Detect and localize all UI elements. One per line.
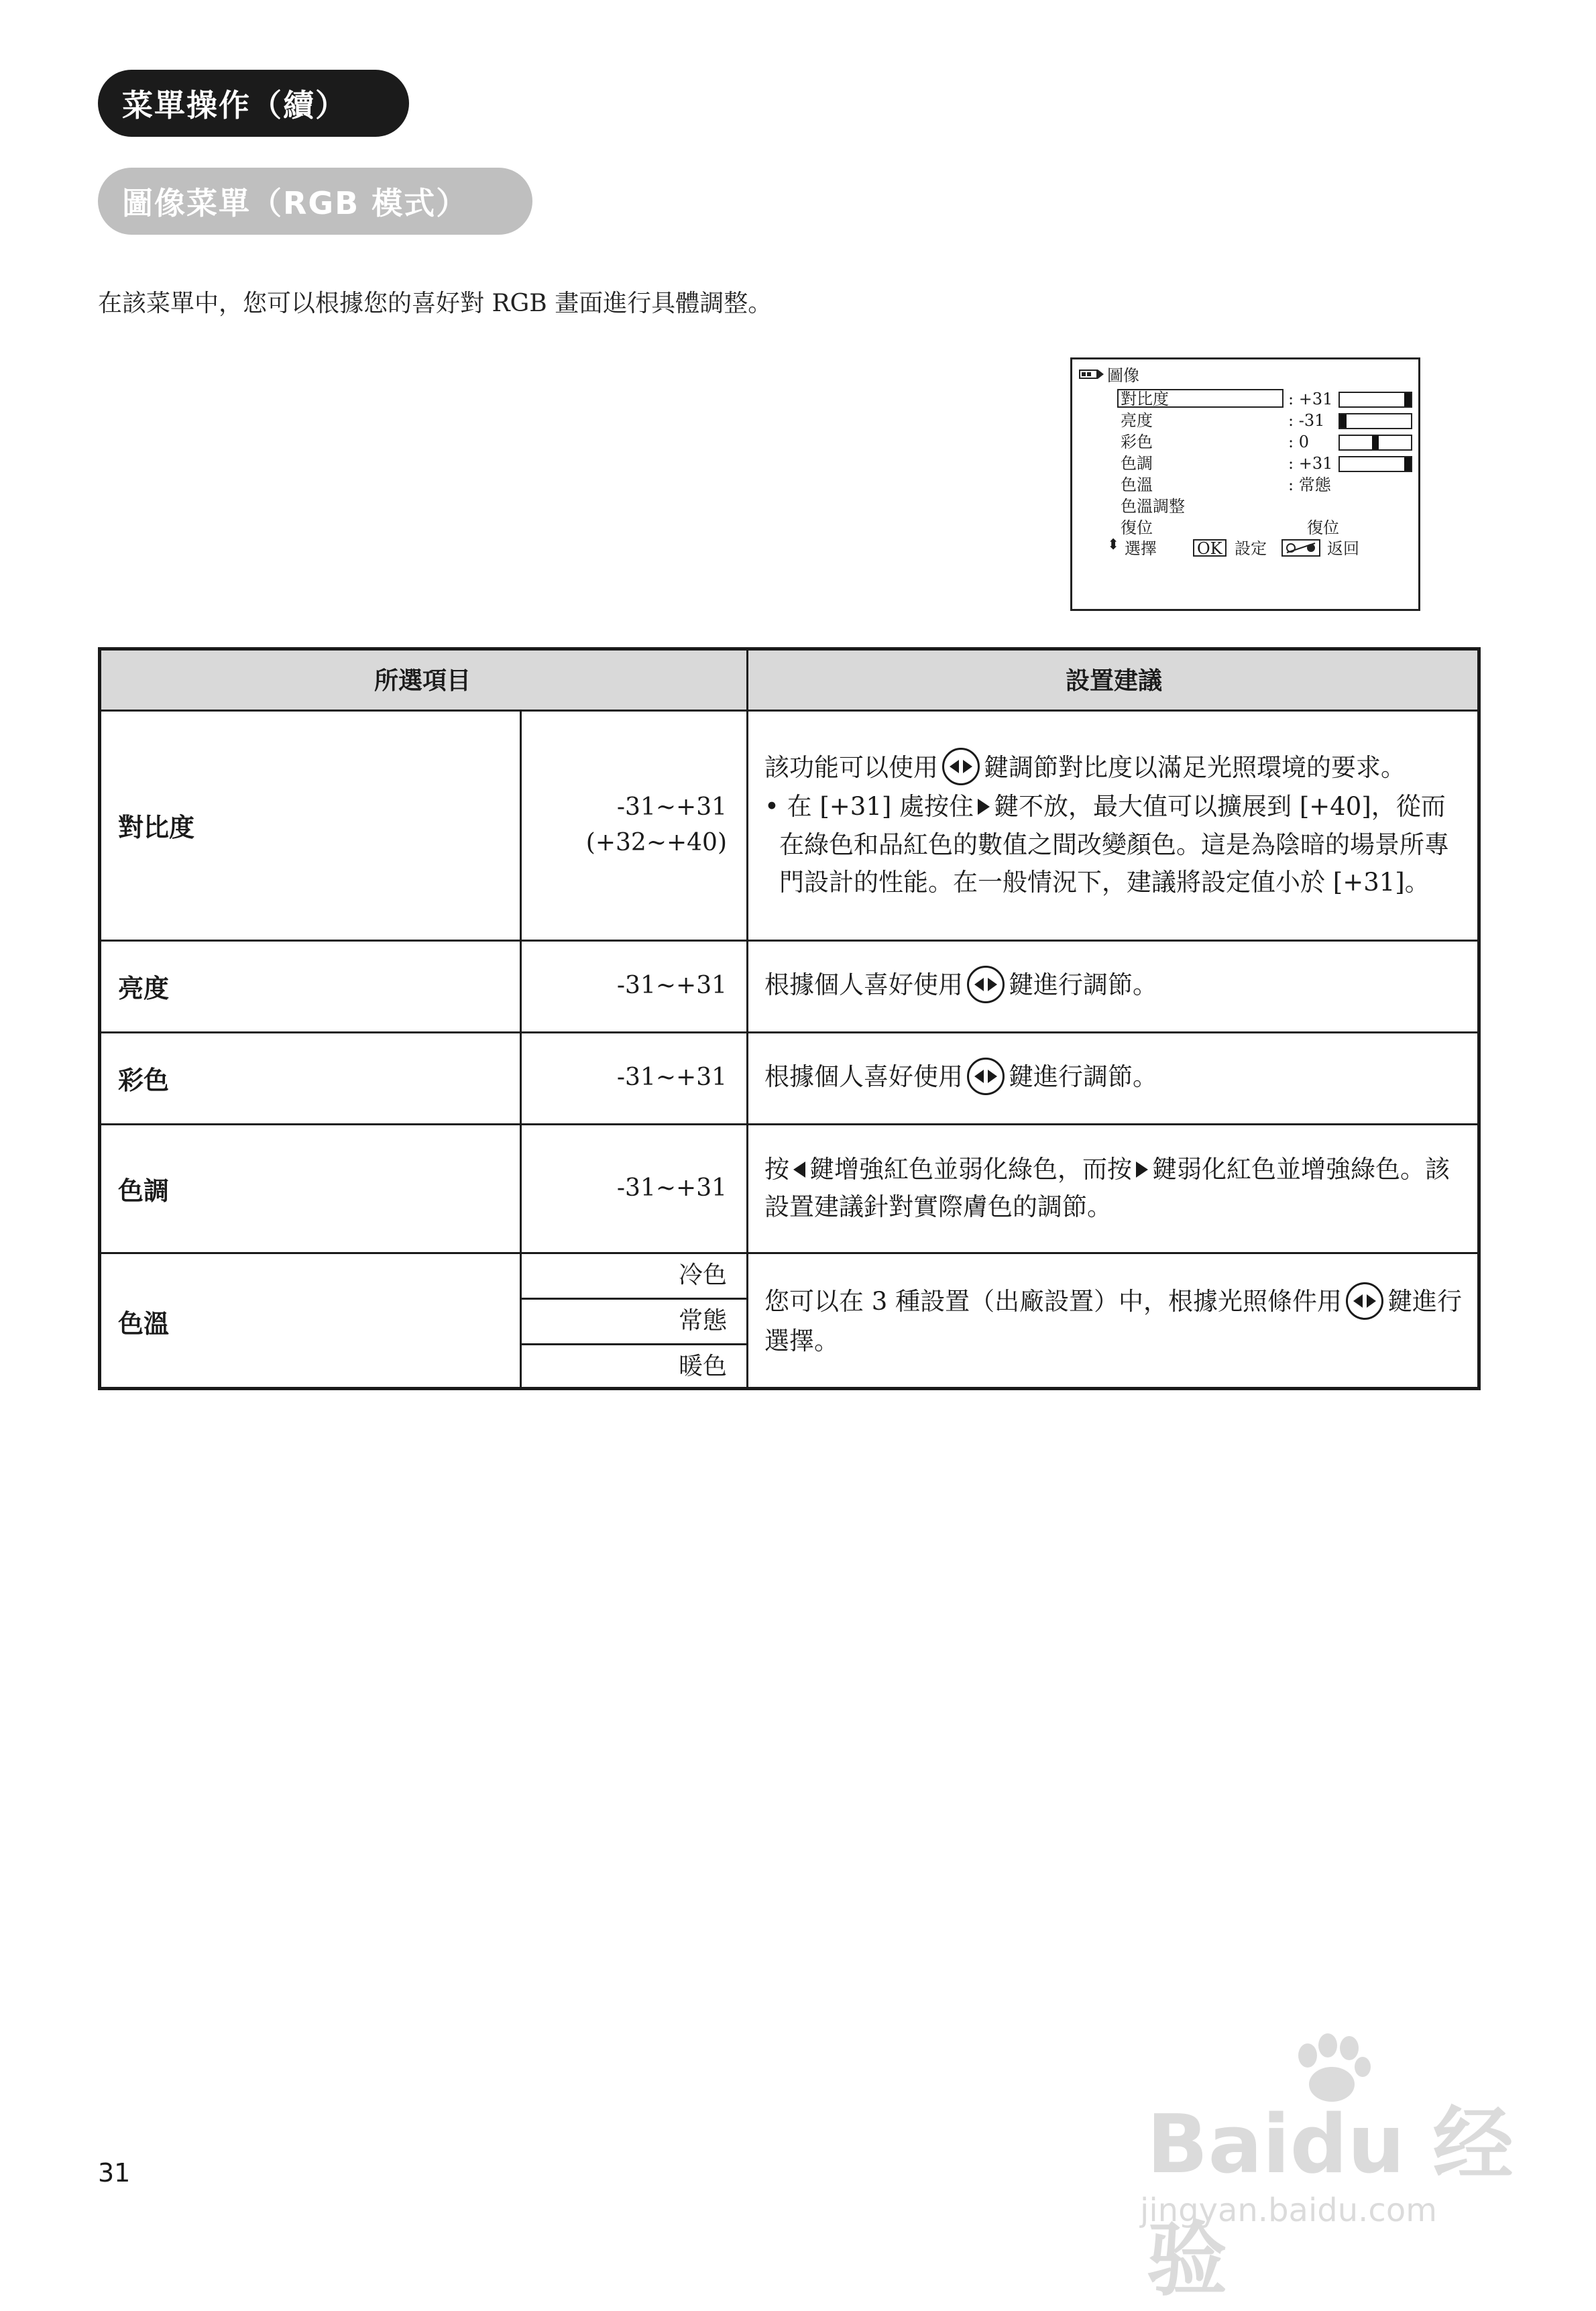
osd-set-label: 設定 — [1235, 539, 1267, 558]
ok-key-icon: OK — [1193, 539, 1227, 557]
desc-line: 根據個人喜好使用 鍵進行調節。 — [764, 1058, 1463, 1098]
osd-row-label: 色溫 — [1121, 475, 1153, 494]
osd-row-color-temp-adjust — [1072, 498, 1418, 518]
row-name-brightness: 亮度 — [118, 974, 170, 1003]
section-subtitle-text: 圖像菜單（RGB 模式） — [122, 185, 469, 221]
left-right-key-icon — [942, 748, 980, 785]
row-name-tint: 色調 — [118, 1176, 170, 1206]
table-divider — [98, 940, 1481, 942]
table-divider — [746, 647, 748, 1390]
row-name-contrast: 對比度 — [118, 813, 195, 842]
osd-row-label: 對比度 — [1121, 390, 1169, 408]
table-header-item: 所選項目 — [98, 647, 747, 710]
table-divider — [98, 1031, 1481, 1033]
osd-row-label: 色調 — [1121, 454, 1153, 473]
osd-back-label: 返回 — [1327, 539, 1359, 558]
osd-row-reset — [1072, 520, 1418, 540]
left-right-key-icon — [967, 1058, 1005, 1095]
table-border-top — [98, 647, 1481, 651]
range-value: -31~+31 — [616, 1064, 727, 1092]
osd-select-label: 選擇 — [1125, 539, 1157, 558]
row-range-color — [520, 1032, 747, 1124]
table-divider — [98, 1123, 1481, 1125]
osd-footer — [1072, 539, 1418, 559]
baidu-watermark — [1133, 2032, 1522, 2307]
row-range-brightness — [520, 940, 747, 1032]
color-temp-option-normal: 常態 — [678, 1306, 727, 1335]
table-border-right — [1477, 647, 1481, 1390]
table-divider — [520, 1298, 747, 1300]
table-divider — [98, 1252, 1481, 1254]
picture-menu-icon — [1079, 368, 1104, 380]
up-down-arrow-icon: ⬍ — [1107, 537, 1120, 553]
right-arrow-key-icon — [978, 799, 990, 815]
row-desc-brightness — [747, 940, 1481, 1032]
section-title-text: 菜單操作（續） — [122, 87, 347, 123]
left-right-key-icon — [1346, 1282, 1383, 1320]
row-range-tint — [520, 1124, 747, 1253]
desc-line: 您可以在 3 種設置（出廠設置）中，根據光照條件用 鍵進行選擇。 — [764, 1283, 1463, 1360]
osd-menu-illustration — [1070, 357, 1420, 611]
range-value: -31~+31 — [616, 1174, 727, 1202]
osd-row-contrast — [1072, 391, 1418, 411]
row-name-color-temp: 色溫 — [118, 1309, 170, 1339]
watermark-brand: Baidu 经验 — [1147, 2098, 1514, 2307]
osd-level-bar — [1338, 435, 1412, 451]
osd-row-brightness — [1072, 412, 1418, 433]
section-subtitle — [98, 168, 532, 235]
osd-row-label: 彩色 — [1121, 433, 1153, 451]
table-divider — [520, 1343, 747, 1345]
table-divider — [520, 710, 522, 1390]
desc-line: 根據個人喜好使用 鍵進行調節。 — [764, 966, 1463, 1006]
section-title — [98, 70, 409, 137]
range-value: -31~+31 — [616, 793, 727, 822]
left-right-key-icon — [967, 966, 1005, 1003]
osd-row-value: : +31 — [1288, 454, 1333, 473]
row-desc-color — [747, 1032, 1481, 1124]
osd-title: 圖像 — [1107, 366, 1139, 385]
row-desc-tint — [747, 1124, 1481, 1253]
range-value: -31~+31 — [616, 972, 727, 1000]
left-arrow-key-icon — [793, 1162, 805, 1178]
table-header-advice: 設置建議 — [747, 647, 1481, 710]
osd-row-color — [1072, 434, 1418, 454]
osd-row-value: : +31 — [1288, 390, 1333, 408]
osd-row-label: 色溫調整 — [1121, 497, 1185, 516]
watermark-url: jingyan.baidu.com — [1140, 2192, 1437, 2229]
desc-line: 按 鍵增強紅色並弱化綠色，而按 鍵弱化紅色並增強綠色。該設置建議針對實際膚色的調節。 — [764, 1154, 1450, 1221]
intro-text: 在該菜單中，您可以根據您的喜好對 RGB 畫面進行具體調整。 — [98, 290, 773, 317]
page-number: 31 — [98, 2158, 131, 2188]
table-divider — [98, 710, 1481, 712]
color-temp-option-cool: 冷色 — [678, 1261, 727, 1289]
right-arrow-key-icon — [1136, 1162, 1148, 1178]
table-border-bottom — [98, 1387, 1481, 1390]
row-range-contrast — [520, 710, 747, 940]
osd-level-bar — [1338, 456, 1412, 472]
row-desc-color-temp — [747, 1253, 1481, 1390]
osd-row-label: 亮度 — [1121, 411, 1153, 430]
osd-row-color-temp — [1072, 477, 1418, 497]
return-key-icon — [1281, 539, 1320, 557]
row-desc-contrast — [747, 710, 1481, 940]
osd-level-bar — [1338, 413, 1412, 429]
color-temp-option-warm: 暖色 — [678, 1353, 727, 1381]
osd-row-label: 復位 — [1121, 518, 1153, 537]
table-border-left — [98, 647, 101, 1390]
desc-bullet: • 在 [+31] 處按住 鍵不放，最大值可以擴展到 [+40]，從而在綠色和品紅色的數值之間改變顏色。這是為陰暗的場景所專門設計的性能。在一般情況下，建議將設定值小於 [+31]。 — [764, 792, 1449, 897]
desc-line: 該功能可以使用 鍵調節對比度以滿足光照環境的要求。 — [764, 749, 1463, 789]
osd-level-bar — [1338, 392, 1412, 408]
osd-row-value: : 0 — [1288, 433, 1309, 451]
settings-table — [98, 647, 1481, 1390]
range-extended-value: (+32~+40) — [585, 828, 727, 856]
osd-row-tint — [1072, 455, 1418, 475]
osd-row-value: : 常態 — [1288, 475, 1331, 494]
osd-row-value: 復位 — [1307, 518, 1339, 537]
osd-row-value: : -31 — [1288, 411, 1325, 430]
row-name-color: 彩色 — [118, 1066, 170, 1095]
